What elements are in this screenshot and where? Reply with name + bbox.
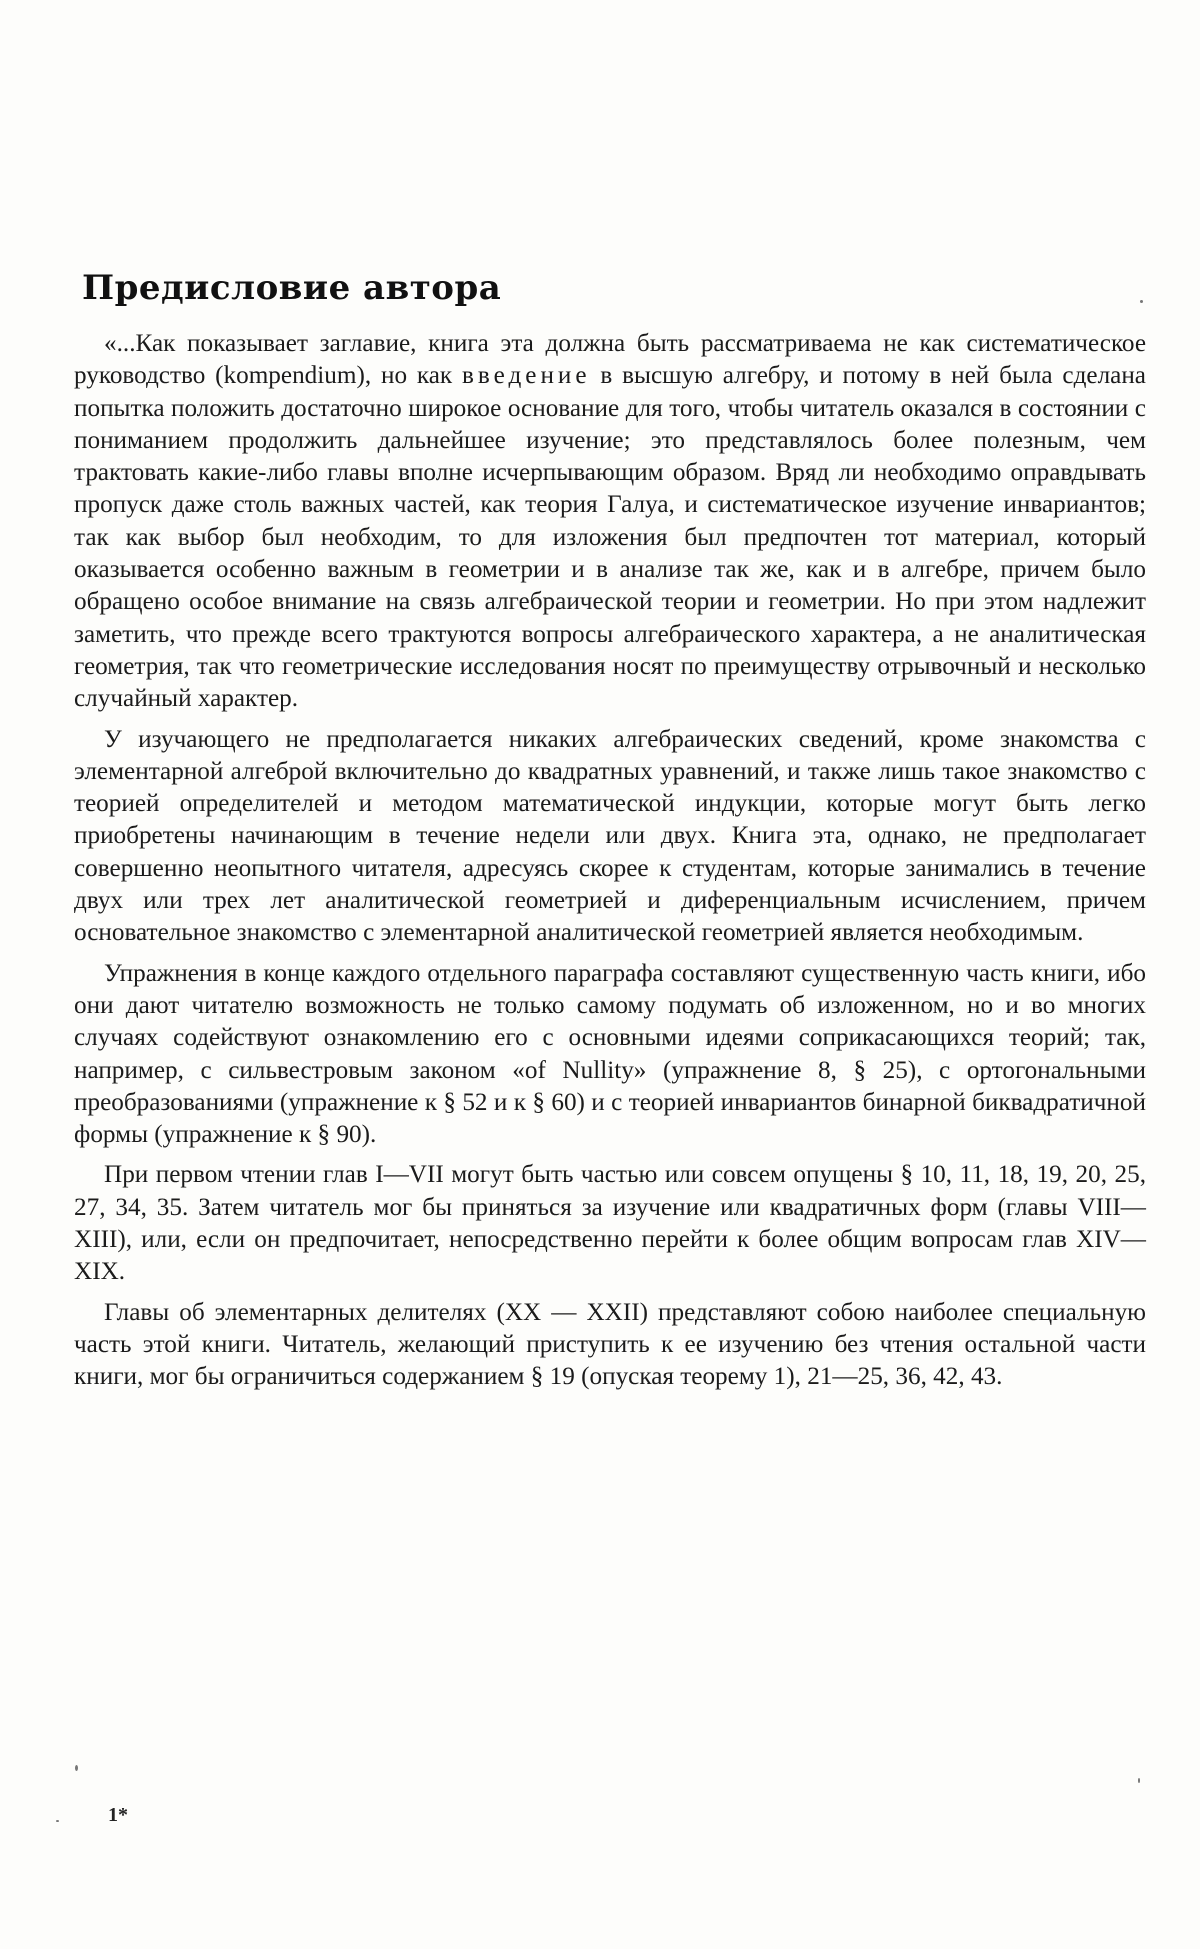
paragraph-1 (74, 328, 1146, 716)
paragraph-1-part-a: «...Как показывает заглавие, книга эта должна быть рассматриваема не как систематическое руководство (kompendium), но как (74, 330, 1146, 390)
paragraph-5: Главы об элементарных делителях (XX — XXII) представляют собою наиболее специальную часть этой книги. Читатель, желающий приступить к ее изучению без чтения остальной части книги, мог бы ограничиться содержанием § 19 (опуская теорему 1), 21—25, 36, 42, 43. (74, 1298, 1146, 1391)
emphasized-word: введение (461, 362, 591, 390)
scan-speck (56, 1820, 59, 1822)
page-signature-mark: 1* (108, 1804, 128, 1826)
scan-speck (1138, 1778, 1140, 1783)
paragraph-1-part-b: в высшую алгебру, и потому в ней была сделана попытка положить достаточно широкое основание для того, чтобы читатель оказался в состоянии с пониманием продолжить дальнейшее изучение; это представлялось более полезным, чем трактовать какие-либо главы вполне исчерпывающим образом. Вряд ли необходимо оправдывать пропуск даже столь важных частей, как теория Галуа, и систематическое изучение инвариантов; так как выбор был необходим, то для изложения был предпочтен тот материал, который оказывается особенно важным в геометрии и в анализе так же, как и в алгебре, причем было обращено особое внимание на связь алгебраической теории и геометрии. Но при этом надлежит заметить, что прежде всего трактуются вопросы алгебраического характера, а не аналитическая геометрия, так что геометрические исследования носят по преимуществу отрывочный и несколько случайный характер. (74, 362, 1146, 713)
paragraph-3: Упражнения в конце каждого отдельного параграфа составляют существенную часть книги, ибо они дают читателю возможность не только самому подумать об изложенном, но и во многих случаях содействуют ознакомлению его с основными идеями соприкасающихся теорий; так, например, с сильвестровым законом «of Nullity» (упражнение 8, § 25), с ортогональными преобразованиями (упражнение к § 52 и к § 60) и с теорией инвариантов бинарной биквадратичной формы (упражнение к § 90). (74, 959, 1146, 1149)
paragraph-2: У изучающего не предполагается никаких алгебраических сведений, кроме знакомства с элементарной алгеброй включительно до квадратных уравнений, и также лишь такое знакомство с теорией определителей и методом математической индукции, которые могут быть легко приобретены начинающим в течение недели или двух. Книга эта, однако, не предполагает совершенно неопытного читателя, адресуясь скорее к студентам, которые занимались в течение двух или трех лет аналитической геометрией и диференциальным исчислением, причем основательное знакомство с элементарной аналитической геометрией является необходимым. (74, 725, 1146, 947)
scan-speck (75, 1765, 78, 1771)
page-title: Предисловие автора (82, 268, 502, 308)
scan-speck (1140, 300, 1143, 303)
paragraph-4: При первом чтении глав I—VII могут быть частью или совсем опущены § 10, 11, 18, 19, 20, 25, 27, 34, 35. Затем читатель мог бы приняться за изучение или квадратичных форм (главы VIII—XIII), или, если он предпочитает, непосредственно перейти к более общим вопросам глав XIV—XIX. (74, 1161, 1146, 1286)
body-text (74, 328, 1146, 1394)
